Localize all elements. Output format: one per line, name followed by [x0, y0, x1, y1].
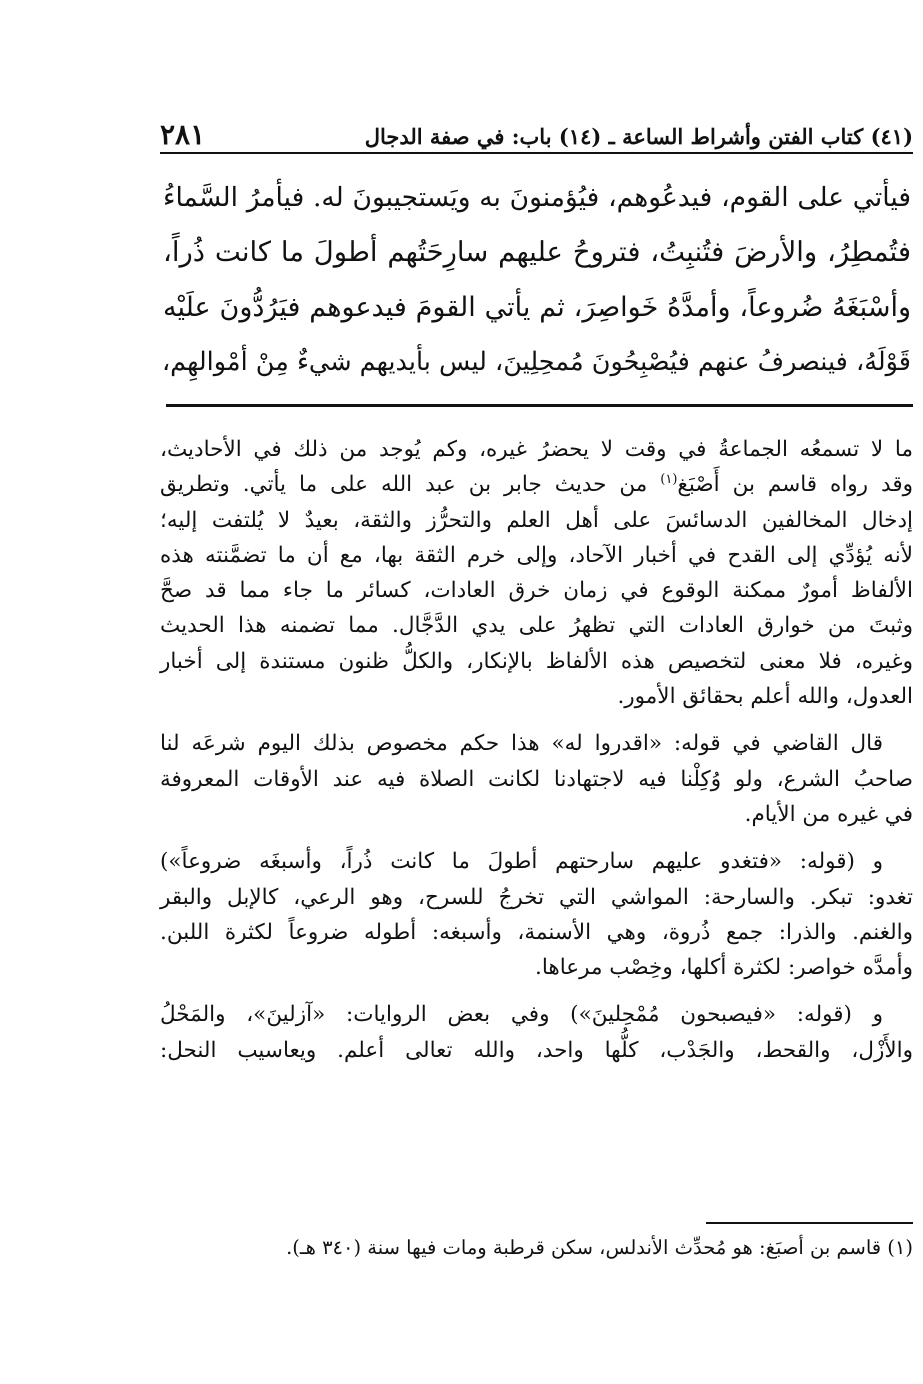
hadith-line: فيأتي على القوم، فيدعُوهم، فيُؤمنونَ به ويَستجيبونَ له. فيأمرُ السَّماءُ	[163, 182, 911, 213]
hadith-line: وأسْبَغَهُ ضُروعاً، وأمدَّهُ خَواصِرَ، ثم يأتي القومَ فيدعوهم فيَرُدُّونَ علَيْه	[163, 292, 911, 323]
footnote: (١) قاسم بن أصبَغ: هو مُحدِّث الأندلس، سكن قرطبة ومات فيها سنة (٣٤٠ هـ).	[286, 1236, 913, 1259]
commentary-line: و (قوله: «فيصبحون مُمْحِلينَ») وفي بعض الروايات: «آزلينَ»، والمَحْلُ	[160, 1002, 883, 1028]
commentary-line: و (قوله: «فتغدو عليهم سارحتهم أطولَ ما كانت ذُراً، وأسبغَه ضروعاً»)	[160, 849, 883, 875]
commentary-paragraph	[160, 726, 913, 832]
footnote-divider	[706, 1222, 913, 1224]
commentary-line: وثبتَ من خوارق العادات التي تظهرُ على يدي الدَّجَّال. مما تضمنه هذا الحديث	[160, 613, 913, 639]
page-number: ٢٨١	[160, 118, 206, 151]
running-header	[160, 112, 913, 152]
hadith-line: فتُمطِرُ، والأرضَ فتُنبِتُ، فتروحُ عليهم سارِحَتُهم أطولَ ما كانت ذُراً،	[163, 236, 911, 268]
commentary-line: ما لا تسمعُه الجماعةُ في وقت لا يحضرُ غيره، وكم يُوجد من ذلك في الأحاديث،	[160, 437, 913, 462]
commentary-line: وأمدَّه خواصر: لكثرة أكلها، وخِصْب مرعاها.	[534, 955, 913, 981]
commentary-line: وغيره، فلا معنى لتخصيص هذه الألفاظ بالإنكار، والكلُّ ظنون مستندة إلى أخبار	[160, 648, 913, 674]
commentary-line: والأَزْل، والقحط، والجَدْب، كلُّها واحد، والله تعالى أعلم. ويعاسيب النحل:	[160, 1037, 913, 1063]
section-divider	[166, 404, 913, 407]
commentary-line: إدخال المخالفين الدسائسَ على أهل العلم والتحرُّز والثقة، بعيدٌ لا يُلتفت إليه؛	[160, 507, 913, 533]
commentary-line: الألفاظ أمورٌ ممكنة الوقوع في زمان خرق العادات، كسائر ما جاء مما قد صحَّ	[160, 578, 913, 604]
commentary-line: العدول، والله أعلم بحقائق الأمور.	[617, 684, 913, 710]
commentary-paragraph	[160, 844, 913, 985]
commentary-line: والغنم. والذرا: جمع ذُروة، وهي الأسنمة، وأسبغه: أطوله ضروعاً لكثرة اللبن.	[160, 919, 913, 945]
commentary-text: وقد رواه قاسم بن أَصْبَغ	[677, 472, 913, 498]
commentary-line: في غيره من الأيام.	[744, 801, 913, 827]
commentary	[160, 432, 913, 1080]
footnote-marker[interactable]: (١)	[660, 472, 678, 488]
hadith-text	[163, 170, 911, 390]
commentary-line	[160, 467, 913, 502]
commentary-line: تغدو: تبكر. والسارحة: المواشي التي تخرجُ للسرح، وهو الرعي، كالإبل والبقر	[160, 884, 913, 910]
commentary-paragraph	[160, 432, 913, 714]
commentary-paragraph	[160, 997, 913, 1068]
commentary-line: صاحبُ الشرع، ولو وُكِلْنا فيه لاجتهادنا لكانت الصلاة فيه عند الأوقات المعروفة	[160, 766, 913, 792]
header-title: (٤١) كتاب الفتن وأشراط الساعة ـ (١٤) باب: في صفة الدجال	[364, 124, 913, 149]
commentary-line: قال القاضي في قوله: «اقدروا له» هذا حكم مخصوص بذلك اليوم شرعَه لنا	[160, 731, 883, 757]
commentary-line: لأنه يُؤدِّي إلى القدح في أخبار الآحاد، وإلى خرم الثقة بها، مع أن ما تضمَّنته هذه	[160, 542, 913, 568]
header-divider	[160, 152, 913, 154]
commentary-text: من حديث جابر بن عبد الله على ما يأتي. وتطريق	[160, 472, 648, 498]
hadith-line: قَوْلَهُ، فينصرفُ عنهم فيُصْبِحُونَ مُمحِلِينَ، ليس بأيديهم شيءٌ مِنْ أمْوالهِم،	[161, 347, 911, 377]
